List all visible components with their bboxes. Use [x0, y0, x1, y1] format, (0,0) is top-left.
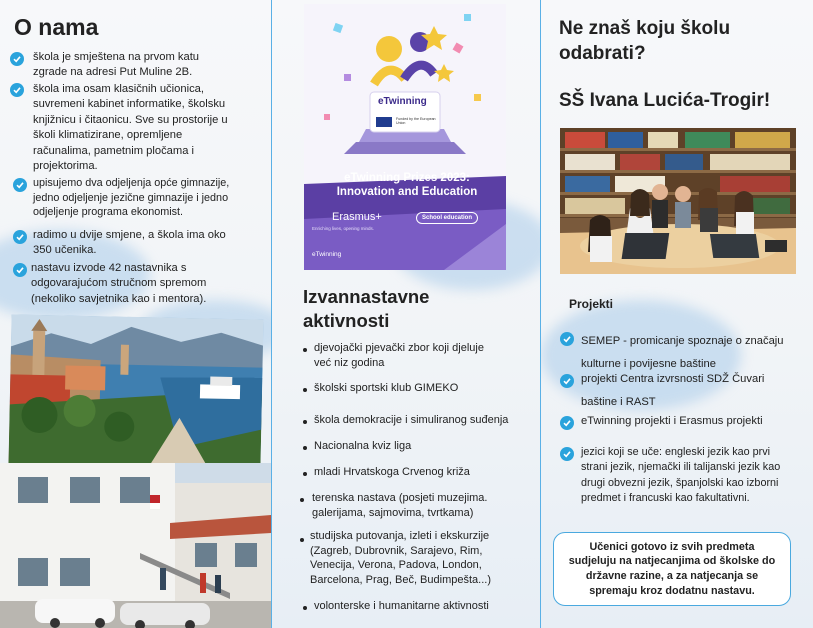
check-icon — [10, 83, 24, 97]
school-name: SŠ Ivana Lucića-Trogir! — [559, 90, 771, 111]
prize-title-line2: Innovation and Education — [336, 186, 478, 198]
activity-item: volonterske i humanitarne aktivnosti — [314, 600, 489, 612]
about-item: nastavu izvode 42 nastavnika s odgovarajućom stručnom spremom (nekoliko savjetnika kao i mentora). — [31, 262, 207, 305]
trogir-waterfront-photo — [8, 314, 263, 469]
check-icon — [560, 374, 574, 388]
bullet-dot-icon — [303, 472, 307, 476]
panel-school — [541, 0, 813, 628]
erasmus-logo-text: Erasmus+ — [332, 211, 382, 223]
about-item: škola ima osam klasičnih učionica, suvremeni kabinet informatike, školsku knjižnicu i čitaonicu. Sve su prostorije u školi klimatizirane, opremljene računalima, pametnim pločama i projektorima. — [33, 83, 228, 173]
activity-item: terenska nastava (posjeti muzejima. galerijama, sajmovima, tvrtkama) — [312, 492, 488, 519]
bullet-dot-icon — [303, 388, 307, 392]
etwinning-prize-poster — [304, 4, 506, 270]
bullet-dot-icon — [303, 606, 307, 610]
check-icon — [10, 52, 24, 66]
library-students-photo — [560, 128, 796, 274]
about-title: O nama — [14, 14, 99, 40]
panel-activities — [272, 0, 540, 628]
bullet-dot-icon — [300, 498, 304, 502]
check-icon — [560, 416, 574, 430]
question-title-line1: Ne znaš koju školu — [559, 18, 731, 39]
panel-about — [0, 0, 271, 628]
check-icon — [13, 263, 27, 277]
school-building-photo — [0, 463, 271, 628]
project-item: projekti Centra izvrsnosti SDŽ Čuvari baštine i RAST — [581, 373, 765, 408]
check-icon — [13, 230, 27, 244]
bullet-dot-icon — [303, 420, 307, 424]
activity-item: studijska putovanja, izleti i ekskurzije (Zagreb, Dubrovnik, Sarajevo, Rim, Venecija, Verona, Padova, London, Barcelona, Prag, Beč, Budimpešta...) — [310, 530, 491, 586]
question-title-line2: odabrati? — [559, 43, 646, 64]
etwinning-small-logo: eTwinning — [312, 251, 342, 258]
activities-heading-line1: Izvannastavne — [303, 286, 430, 307]
project-item: jezici koji se uče: engleski jezik kao prvi strani jezik, njemački ili talijanski jezik kao drugi obvezni jezik, španjolski kao izborni predmet i francuski kao fakultativni. — [581, 446, 781, 505]
activity-item: Nacionalna kviz liga — [314, 440, 412, 452]
competitions-callout — [553, 532, 791, 606]
about-item: upisujemo dva odjeljenja opće gimnazije, jedno odjeljenje jezične gimnazije i jedno odjeljenje programa ekonomist. — [33, 177, 230, 218]
about-item: škola je smještena na prvom katu zgrade na adresi Put Muline 2B. — [33, 51, 200, 79]
etwinning-logo-text: eTwinning — [378, 96, 427, 107]
activities-heading-line2: aktivnosti — [303, 310, 390, 331]
school-education-badge: School education — [416, 212, 478, 224]
erasmus-tagline: Enriching lives, opening minds. — [312, 226, 375, 231]
check-icon — [560, 447, 574, 461]
eu-funded-text: Funded by the European Union — [396, 117, 436, 125]
check-icon — [13, 178, 27, 192]
project-item: SEMEP - promicanje spoznaje o značaju kulturne i povijesne baštine — [581, 335, 784, 370]
activity-item: školski sportski klub GIMEKO — [314, 382, 459, 394]
bullet-dot-icon — [303, 446, 307, 450]
projects-heading: Projekti — [569, 297, 614, 311]
prize-title-line1: eTwinning Prizes 2023: — [344, 172, 470, 184]
check-icon — [560, 332, 574, 346]
about-item: radimo u dvije smjene, a škola ima oko 350 učenika. — [33, 229, 226, 257]
project-item: eTwinning projekti i Erasmus projekti — [581, 415, 763, 427]
activity-item: škola demokracije i simuliranog suđenja — [314, 414, 509, 426]
activity-item: djevojački pjevački zbor koji djeluje već niz godina — [314, 342, 484, 369]
bullet-dot-icon — [300, 538, 304, 542]
callout-text: Učenici gotovo iz svih predmeta sudjeluju na natjecanjima od školske do državne razine, a za natjecanja se spremaju kroz dodatnu nastavu. — [568, 540, 776, 597]
bullet-dot-icon — [303, 348, 307, 352]
activity-item: mladi Hrvatskoga Crvenog križa — [314, 466, 470, 478]
